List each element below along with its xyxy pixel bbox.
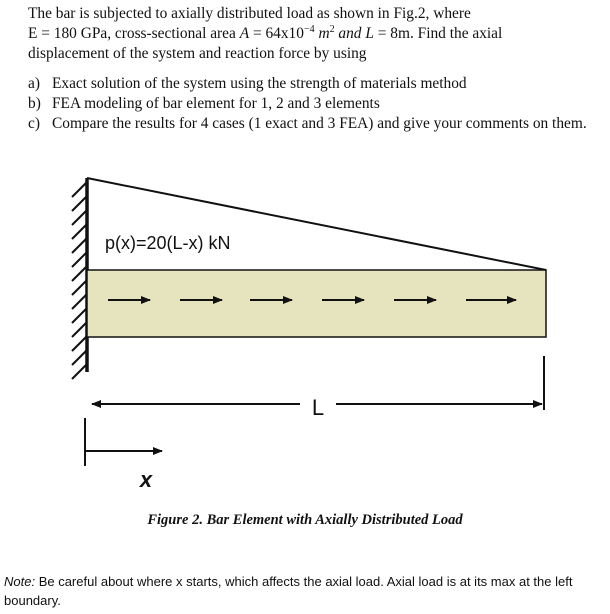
problem-statement	[28, 4, 603, 64]
and-text: and	[334, 25, 366, 42]
area-variable: A	[239, 25, 250, 42]
task-label: a)	[28, 75, 40, 92]
task-label: b)	[28, 95, 41, 112]
area-exponent: −4	[303, 23, 315, 35]
problem-line-2-end: . Find the axial	[409, 25, 503, 42]
note	[4, 572, 604, 610]
note-text: Be careful about where x starts, which affects the axial load. Axial load is at its max at the left boundary.	[4, 574, 573, 608]
bar-figure	[0, 170, 610, 505]
wall-hatching	[72, 182, 87, 379]
task-item-b	[28, 94, 610, 114]
task-label: c)	[28, 115, 40, 132]
modulus-label: E =	[28, 25, 54, 42]
length-label: L	[311, 395, 325, 420]
area-equation: = 64x10	[249, 25, 304, 42]
length-equation: = 8m	[373, 25, 410, 42]
load-distribution-line	[87, 178, 546, 270]
task-item-a	[28, 74, 610, 94]
length-variable: L	[365, 25, 374, 42]
task-list	[28, 74, 610, 134]
bar-element	[87, 270, 546, 337]
modulus-value: 180 GPa, cross-sectional area	[53, 25, 240, 42]
problem-line-2	[28, 24, 603, 44]
figure-caption: Figure 2. Bar Element with Axially Distributed Load	[147, 512, 463, 528]
problem-line-3: displacement of the system and reaction force by using	[28, 45, 367, 62]
task-text: FEA modeling of bar element for 1, 2 and 3 elements	[52, 95, 380, 112]
x-label: x	[139, 467, 153, 492]
area-unit-exponent: 2	[329, 23, 335, 35]
problem-line-1: The bar is subjected to axially distributed load as shown in Fig.2, where	[28, 5, 471, 22]
note-label: Note:	[4, 574, 36, 589]
load-label: p(x)=20(L-x) kN	[105, 233, 231, 253]
task-item-c	[28, 114, 610, 134]
area-unit: m	[314, 25, 330, 42]
task-text: Exact solution of the system using the strength of materials method	[52, 75, 467, 92]
task-text: Compare the results for 4 cases (1 exact and 3 FEA) and give your comments on them.	[52, 115, 587, 132]
